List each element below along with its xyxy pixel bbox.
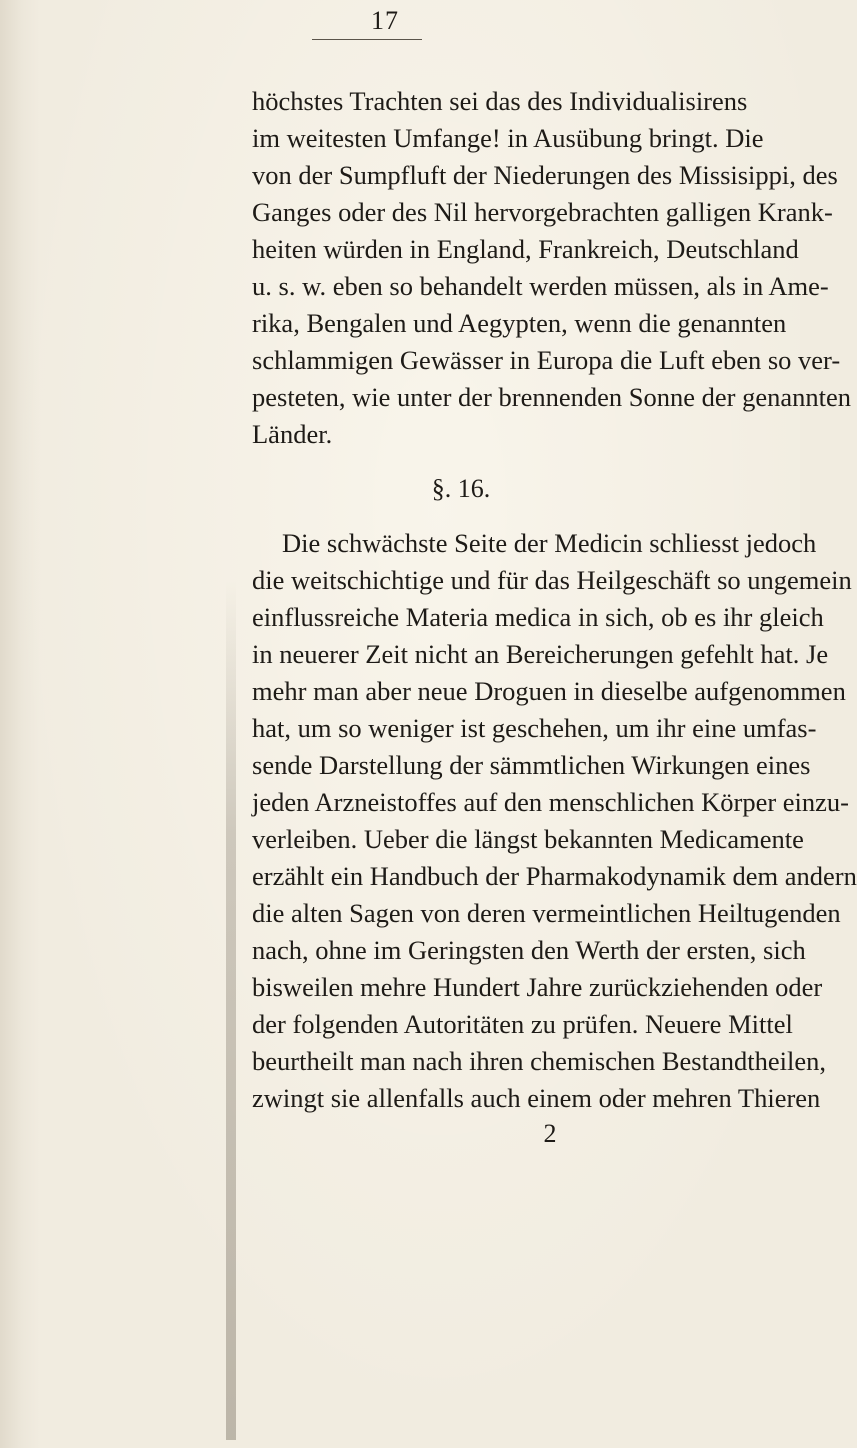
page-number: 17 [371,6,399,35]
gutter-shadow [226,580,236,1440]
text-line: beurtheilt man nach ihren chemischen Bestandtheilen, [252,1046,826,1076]
text-line: der folgenden Autoritäten zu prüfen. Neuere Mittel [252,1009,793,1039]
text-line: hat, um so weniger ist geschehen, um ihr eine umfas- [252,713,817,743]
text-line: Länder. [252,419,333,449]
text-line: u. s. w. eben so behandelt werden müssen, als in Ame- [252,271,829,301]
text-line: zwingt sie allenfalls auch einem oder mehren Thieren [252,1083,821,1113]
text-line: heiten würden in England, Frankreich, Deutschland [252,234,799,264]
text-line: einflussreiche Materia medica in sich, ob es ihr gleich [252,602,824,632]
text-line: rika, Bengalen und Aegypten, wenn die genannten [252,308,787,338]
text-line: im weitesten Umfange! in Ausübung bringt. Die [252,123,764,153]
text-line: schlammigen Gewässer in Europa die Luft eben so ver- [252,345,841,375]
text-line: verleiben. Ueber die längst bekannten Medicamente [252,824,804,854]
text-line: Ganges oder des Nil hervorgebrachten galligen Krank- [252,197,833,227]
text-line: die weitschichtige und für das Heilgeschäft so ungemein [252,565,852,595]
text-line: erzählt ein Handbuch der Pharmakodynamik dem andern [252,861,857,891]
text-line: jeden Arzneistoffes auf den menschlichen Körper einzu- [252,787,850,817]
text-line: in neuerer Zeit nicht an Bereicherungen gefehlt hat. Je [252,639,829,669]
text-line: Die schwächste Seite der Medicin schliesst jedoch [282,528,817,558]
signature-mark: 2 [543,1119,557,1148]
text-line: die alten Sagen von deren vermeintlichen Heiltugenden [252,898,841,928]
text-line: sende Darstellung der sämmtlichen Wirkungen eines [252,750,811,780]
section-heading: §. 16. [431,474,491,503]
text-line: mehr man aber neue Droguen in dieselbe aufgenommen [252,676,846,706]
text-line: bisweilen mehre Hundert Jahre zurückziehenden oder [252,972,823,1002]
text-line: nach, ohne im Geringsten den Werth der ersten, sich [252,935,806,965]
text-line: pesteten, wie unter der brennenden Sonne der genannten [252,382,851,412]
text-line: von der Sumpfluft der Niederungen des Missisippi, des [252,160,838,190]
text-line: höchstes Trachten sei das des Individualisirens [252,86,748,116]
page-number-rule [312,39,422,40]
